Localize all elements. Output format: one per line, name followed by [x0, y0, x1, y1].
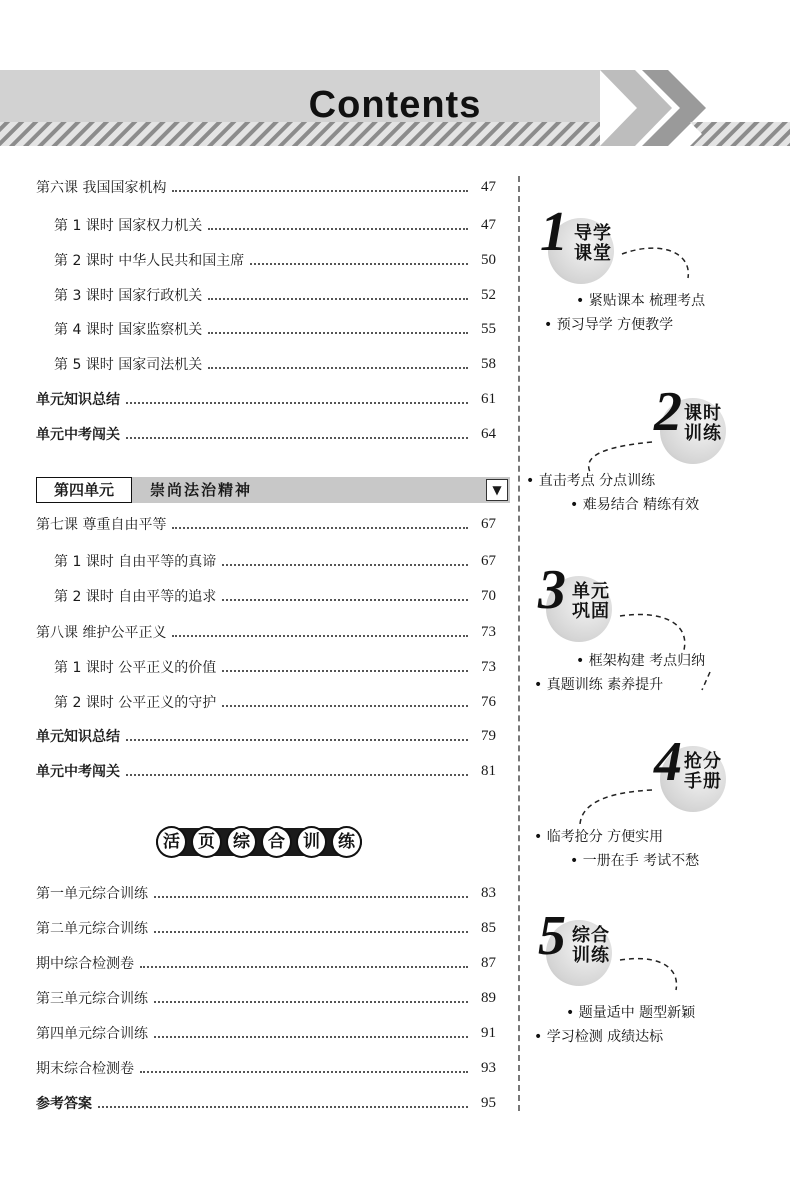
toc-label: 第 5 课时 国家司法机关	[54, 357, 203, 373]
toc-label: 第 3 课时 国家行政机关	[54, 288, 203, 304]
dot-leader	[222, 597, 468, 601]
toc-row[interactable]	[36, 423, 496, 445]
toc-label: 单元中考闯关	[36, 427, 120, 443]
section-banner-title	[156, 824, 362, 860]
toc-row[interactable]	[36, 691, 496, 713]
dot-leader	[222, 668, 468, 672]
feature-label: 课时训练	[684, 403, 722, 444]
toc-page-number: 50	[481, 251, 496, 268]
toc-page-number: 91	[481, 1024, 496, 1041]
toc-row[interactable]	[36, 353, 496, 375]
unit-number: 第四单元	[36, 477, 132, 503]
feature-label: 单元巩固	[572, 581, 610, 622]
feature-desc: • 一册在手 考试不愁	[570, 853, 700, 869]
toc-label: 第三单元综合训练	[36, 991, 148, 1007]
feature-1	[520, 196, 790, 356]
toc-row[interactable]	[36, 760, 496, 782]
dot-leader	[208, 365, 468, 369]
toc-page-number: 47	[481, 178, 496, 195]
dot-leader	[222, 562, 468, 566]
dot-leader	[154, 929, 468, 933]
contents-banner	[0, 70, 790, 146]
toc-page-number: 70	[481, 587, 496, 604]
toc-label: 第二单元综合训练	[36, 921, 148, 937]
toc-page-number: 73	[481, 623, 496, 640]
feature-desc: • 难易结合 精练有效	[570, 497, 700, 513]
toc-row[interactable]	[36, 284, 496, 306]
feature-desc: • 框架构建 考点归纳	[576, 653, 706, 669]
feature-2	[520, 380, 790, 540]
toc-row[interactable]	[36, 176, 496, 198]
dot-leader	[140, 1069, 468, 1073]
toc-row[interactable]	[36, 388, 496, 410]
feature-number: 2	[654, 381, 682, 443]
toc-row[interactable]	[36, 621, 496, 643]
toc-page-number: 81	[481, 762, 496, 779]
feature-3	[520, 560, 790, 720]
dot-leader	[126, 737, 468, 741]
toc-page-number: 93	[481, 1059, 496, 1076]
toc-row[interactable]	[36, 725, 496, 747]
toc-label: 单元中考闯关	[36, 764, 120, 780]
feature-desc: • 真题训练 素养提升	[534, 677, 664, 693]
dot-leader	[126, 400, 468, 404]
banner-char: 合	[261, 826, 292, 858]
toc-page-number: 47	[481, 216, 496, 233]
toc-row[interactable]	[36, 1057, 496, 1079]
toc-row[interactable]	[36, 550, 496, 572]
arrow-down-icon: ▼	[486, 479, 508, 501]
dot-leader	[208, 296, 468, 300]
toc-label: 单元知识总结	[36, 729, 120, 745]
toc-row[interactable]	[36, 585, 496, 607]
feature-number: 1	[540, 201, 568, 263]
toc-label: 第四单元综合训练	[36, 1026, 148, 1042]
toc-page-number: 67	[481, 515, 496, 532]
feature-desc: • 学习检测 成绩达标	[534, 1029, 664, 1045]
toc-row[interactable]	[36, 318, 496, 340]
dot-leader	[172, 525, 468, 529]
dot-leader	[154, 1034, 468, 1038]
toc-page-number: 89	[481, 989, 496, 1006]
toc-label: 第 2 课时 自由平等的追求	[54, 589, 217, 605]
dot-leader	[250, 261, 468, 265]
feature-4	[520, 731, 790, 900]
toc-row[interactable]	[36, 917, 496, 939]
toc-row[interactable]	[36, 987, 496, 1009]
toc-label: 第 2 课时 中华人民共和国主席	[54, 253, 245, 269]
dot-leader	[126, 772, 468, 776]
dot-leader	[208, 330, 468, 334]
banner-char: 页	[191, 826, 222, 858]
toc-label: 第 1 课时 国家权力机关	[54, 218, 203, 234]
toc-label: 第七课 尊重自由平等	[36, 517, 167, 533]
section-banner-loose-leaf-practice	[156, 824, 362, 860]
feature-desc: • 紧贴课本 梳理考点	[576, 293, 706, 309]
dot-leader	[172, 633, 468, 637]
toc-row[interactable]	[36, 214, 496, 236]
feature-desc: • 临考抢分 方便实用	[534, 829, 664, 845]
unit-title: 崇尚法治精神	[150, 481, 253, 499]
toc-page-number: 67	[481, 552, 496, 569]
toc-label: 期中综合检测卷	[36, 956, 134, 972]
dot-leader	[172, 188, 468, 192]
dot-leader	[208, 226, 468, 230]
toc-label: 单元知识总结	[36, 392, 120, 408]
toc-label: 参考答案	[36, 1096, 92, 1112]
toc-page-number: 95	[481, 1094, 496, 1111]
toc-page-number: 61	[481, 390, 496, 407]
toc-label: 第一单元综合训练	[36, 886, 148, 902]
toc-page-number: 58	[481, 355, 496, 372]
toc-page-number: 76	[481, 693, 496, 710]
toc-page-number: 83	[481, 884, 496, 901]
feature-label: 抢分手册	[684, 751, 722, 792]
feature-desc: • 预习导学 方便教学	[544, 317, 674, 333]
dot-leader	[222, 703, 468, 707]
toc-label: 第 2 课时 公平正义的守护	[54, 695, 217, 711]
page-title: Contents	[308, 84, 482, 126]
toc-row[interactable]	[36, 952, 496, 974]
dot-leader	[126, 435, 468, 439]
toc-page-number: 85	[481, 919, 496, 936]
toc-label: 第六课 我国国家机构	[36, 180, 167, 196]
toc-page-number: 55	[481, 320, 496, 337]
toc-row[interactable]	[36, 1092, 496, 1114]
banner-char: 综	[226, 826, 257, 858]
toc-row[interactable]	[36, 1022, 496, 1044]
toc-label: 第 1 课时 自由平等的真谛	[54, 554, 217, 570]
feature-number: 3	[538, 559, 566, 621]
dot-leader	[98, 1104, 468, 1108]
dot-leader	[140, 964, 468, 968]
banner-char: 训	[296, 826, 327, 858]
dot-leader	[154, 894, 468, 898]
toc-page-number: 52	[481, 286, 496, 303]
feature-label: 导学课堂	[574, 223, 612, 264]
feature-desc: • 题量适中 题型新颖	[566, 1005, 696, 1021]
feature-label: 综合训练	[572, 925, 610, 966]
toc-page-number: 79	[481, 727, 496, 744]
toc-row[interactable]	[36, 656, 496, 678]
toc-label: 期末综合检测卷	[36, 1061, 134, 1077]
unit-header-bar	[36, 477, 510, 503]
toc-page-number: 64	[481, 425, 496, 442]
banner-char: 练	[331, 826, 362, 858]
toc-label: 第八课 维护公平正义	[36, 625, 167, 641]
feature-number: 5	[538, 905, 566, 967]
toc-row[interactable]	[36, 249, 496, 271]
feature-number: 4	[654, 731, 682, 793]
toc-label: 第 1 课时 公平正义的价值	[54, 660, 217, 676]
feature-5	[520, 905, 790, 1068]
feature-desc: • 直击考点 分点训练	[526, 473, 656, 489]
banner-char: 活	[156, 826, 187, 858]
toc-page-number: 87	[481, 954, 496, 971]
toc-label: 第 4 课时 国家监察机关	[54, 322, 203, 338]
toc-page-number: 73	[481, 658, 496, 675]
dot-leader	[154, 999, 468, 1003]
toc-row[interactable]	[36, 882, 496, 904]
toc-row[interactable]	[36, 513, 496, 535]
